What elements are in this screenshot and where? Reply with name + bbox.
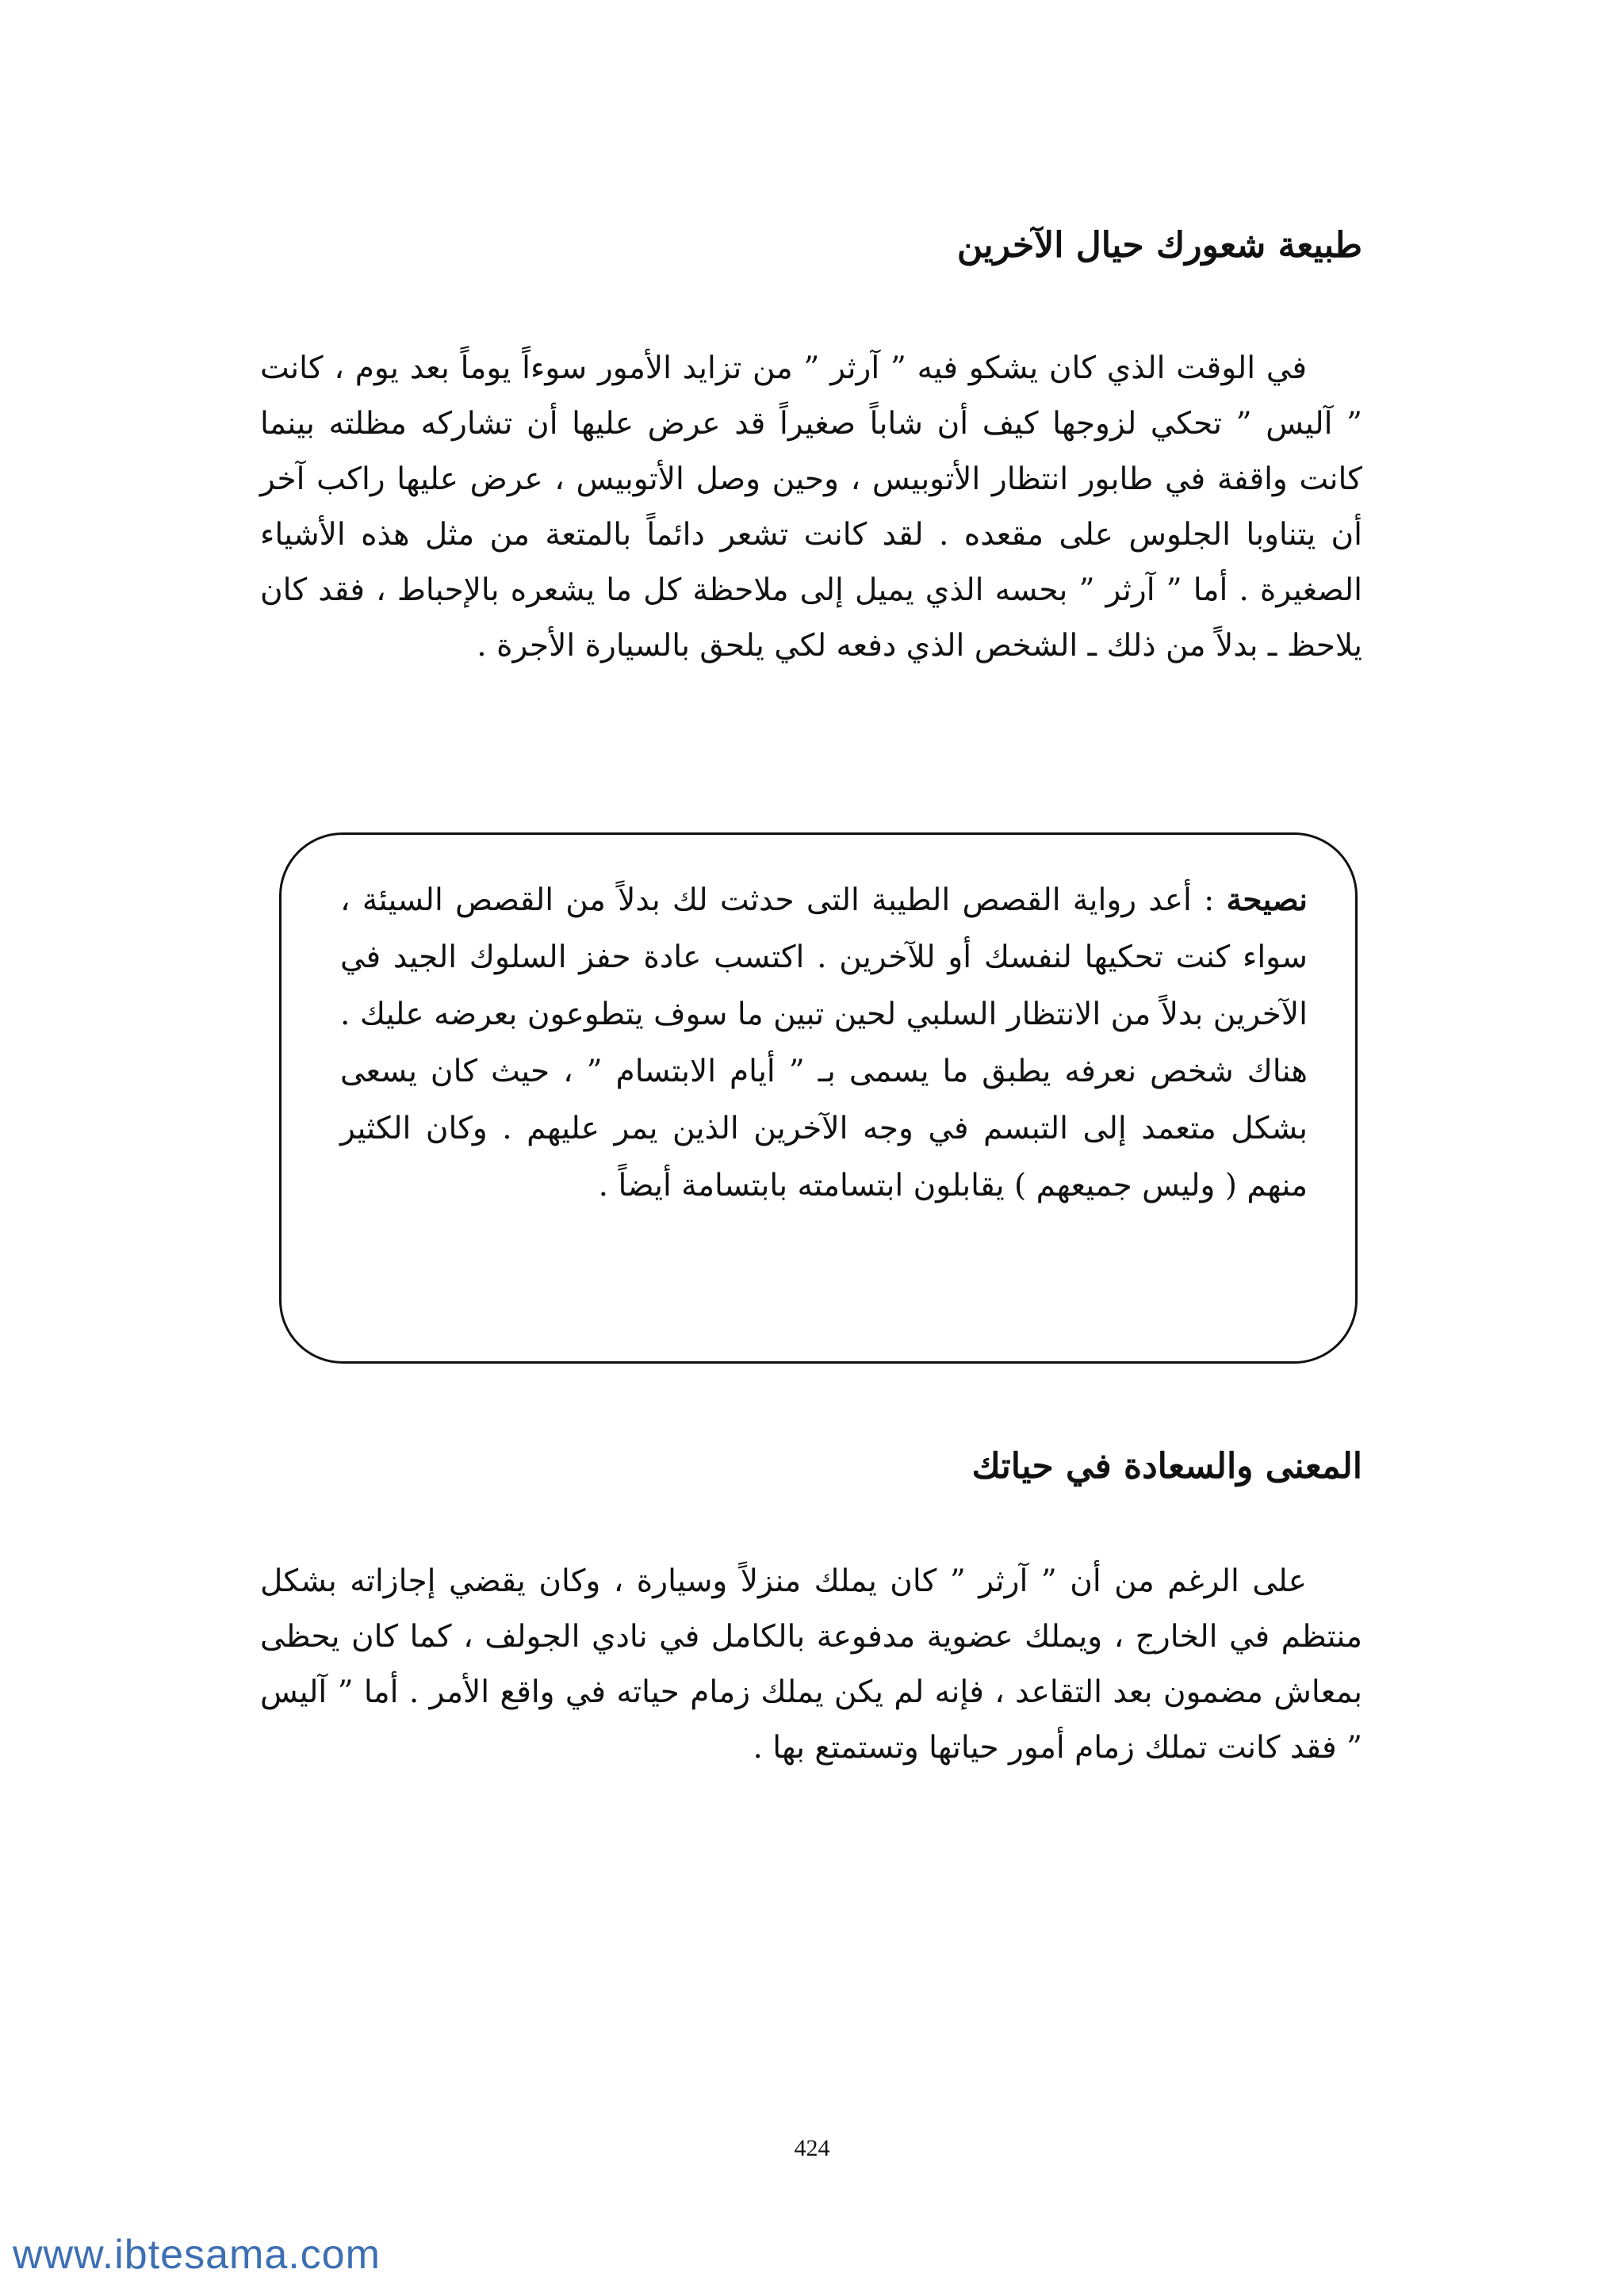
section-heading-meaning-happiness: المعنى والسعادة في حياتك <box>971 1446 1362 1487</box>
paragraph-text: على الرغم من أن ” آرثر ” كان يملك منزلاً وسيارة ، وكان يقضي إجازاته بشكل منتظم في الخارج ، ويملك عضوية مدفوعة بالكامل في نادي الجولف ، كما كان يحظى بمعاش مضمون بعد التقاعد ، فإنه لم يكن يملك زمام حياته في واقع الأمر . أما ” آليس ” فقد كانت تملك زمام أمور حياتها وتستمتع بها . <box>260 1563 1362 1766</box>
tip-box <box>279 832 1358 1364</box>
tip-label: نصيحة <box>1226 882 1308 918</box>
tip-separator: : <box>1191 882 1227 918</box>
body-paragraph-arthur-alice <box>260 341 1362 674</box>
paragraph-text: في الوقت الذي كان يشكو فيه ” آرثر ” من تزايد الأمور سوءاً يوماً بعد يوم ، كانت ” آليس ” تحكي لزوجها كيف أن شاباً صغيراً قد عرض عليها أن تشاركه مظلته بينما كانت واقفة في طابور انتظار الأتوبيس ، وحين وصل الأتوبيس ، عرض عليها راكب آخر أن يتناوبا الجلوس على مقعده . لقد كانت تشعر دائماً بالمتعة من مثل هذه الأشياء الصغيرة . أما ” آرثر ” بحسه الذي يميل إلى ملاحظة كل ما يشعره بالإحباط ، فقد كان يلاحظ ـ بدلاً من ذلك ـ الشخص الذي دفعه لكي يلحق بالسيارة الأجرة . <box>260 350 1362 664</box>
tip-paragraph <box>340 871 1308 1215</box>
body-paragraph-control-of-life <box>260 1554 1362 1776</box>
page-number: 424 <box>794 2135 830 2161</box>
watermark-url: www.ibtesama.com <box>13 2232 381 2278</box>
tip-text: أعد رواية القصص الطيبة التى حدثت لك بدلاً من القصص السيئة ، سواء كنت تحكيها لنفسك أو للآخرين . اكتسب عادة حفز السلوك الجيد في الآخرين بدلاً من الانتظار السلبي لحين تبين ما سوف يتطوعون بعرضه عليك . هناك شخص نعرفه يطبق ما يسمى بـ ” أيام الابتسام ” ، حيث كان يسعى بشكل متعمد إلى التبسم في وجه الآخرين الذين يمر عليهم . وكان الكثير منهم ( وليس جميعهم ) يقابلون ابتسامته بابتسامة أيضاً . <box>340 882 1308 1203</box>
section-heading-feelings: طبيعة شعورك حيال الآخرين <box>956 225 1362 266</box>
